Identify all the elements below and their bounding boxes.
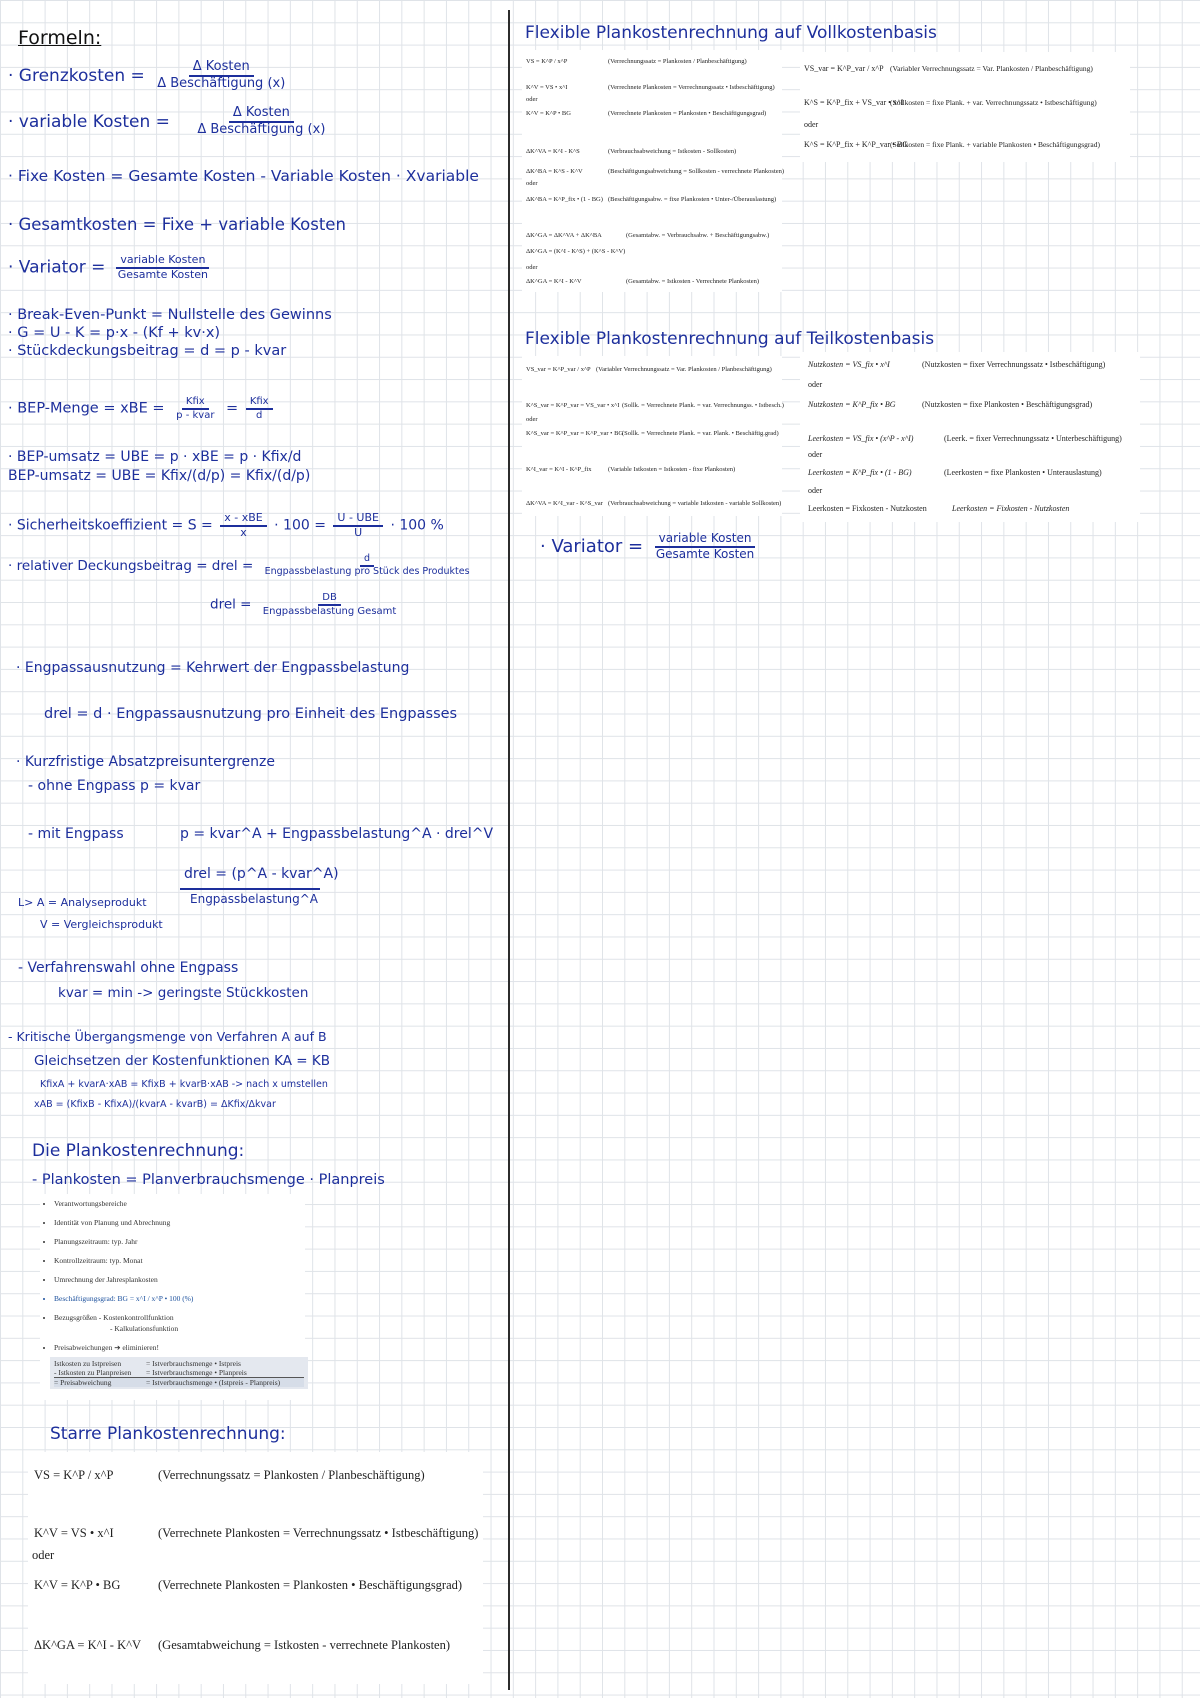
formula-line: K^S = K^P_fix + VS_var • x^I	[804, 98, 904, 107]
gleichsetzen-line: Gleichsetzen der Kostenfunktionen KA = KB	[34, 1053, 331, 1069]
formula-line: oder	[808, 380, 823, 389]
sicherheitskoeffizient-formula: · Sicherheitskoeffizient = S = $\frac{\text{x - xBE}}{x}$ · 100 = $\frac{\text{U - UBE}}{U}$ · 100 %	[8, 511, 444, 539]
drel-denominator: Engpassbelastung^A	[190, 892, 319, 906]
formula-line: oder	[808, 486, 823, 495]
formula-text: (Nutzkosten = fixer Verrechnungssatz • Istbeschäftigung)	[922, 360, 1106, 369]
preisabweichung-table	[50, 1357, 308, 1389]
drel-fraction-bar	[180, 888, 320, 890]
formula-line: K^S_var = K^P_var = K^P_var • BG	[526, 430, 624, 437]
formula-line: ΔK^VA = K^I_var - K^S_var	[526, 500, 603, 507]
plankosten-formula: - Plankosten = Planverbrauchsmenge · Planpreis	[32, 1172, 385, 1188]
vollkosten-formeln-left	[522, 50, 785, 292]
list-item: • Preisabweichungen ➔ eliminieren!	[54, 1338, 305, 1357]
list-item: • Verantwortungsbereiche	[54, 1194, 305, 1213]
formula-text: Leerkosten = Fixkosten - Nutzkosten	[952, 504, 1070, 513]
plankostenrechnung-title: Die Plankostenrechnung:	[32, 1141, 245, 1161]
kostenfunktion-gleichung: KfixA + kvarA·xAB = KfixB + kvarB·xAB -> nach x umstellen	[40, 1079, 328, 1090]
ohne-engpass-line: - ohne Engpass p = kvar	[28, 778, 201, 794]
column-divider	[508, 10, 510, 1690]
formula-line: Nutzkosten = K^P_fix • BG	[808, 400, 896, 409]
formula-line: Leerkosten = Fixkosten - Nutzkosten	[808, 504, 927, 513]
formula-line: oder	[526, 180, 538, 187]
formula-line: ΔK^BA = K^S - K^V	[526, 168, 583, 175]
formula-text: (Beschäftigungsabw. = fixe Plankosten • Unter-/Überauslastung)	[608, 196, 777, 203]
page-title: Formeln:	[18, 27, 102, 49]
list-item: • Kontrollzeitraum: typ. Monat	[54, 1251, 305, 1270]
vs-formula: VS = K^P / x^P	[34, 1468, 114, 1482]
formula-line: ΔK^BA = K^P_fix • (1 - BG)	[526, 196, 603, 203]
formula-text: (Sollk. = Verrechnete Plank. = var. Plank. • Beschäftig.grad)	[622, 430, 779, 437]
formula-text: (Variabler Verrechnungssatz = Var. Plankosten / Planbeschäftigung)	[890, 64, 1093, 73]
formula-text: (Variabler Verrechnungssatz = Var. Plankosten / Planbeschäftigung)	[596, 366, 772, 373]
gesamtabweichung-text: (Gesamtabweichung = Istkosten - verrechnete Plankosten)	[158, 1638, 451, 1652]
table-row: Istkosten zu Istpreisen = Istverbrauchsmenge • Istpreis	[54, 1359, 241, 1368]
list-item: • Beschäftigungsgrad: BG = x^I / x^P • 100 (%)	[54, 1289, 305, 1308]
formula-line: oder	[808, 450, 823, 459]
formula-text: (Gesamtabw. = Verbrauchsabw. + Beschäftigungsabw.)	[626, 232, 770, 239]
analyse-vergleich-legend: L> A = Analyseprodukt V = Vergleichsprodukt	[18, 896, 163, 931]
formula-line: K^S = K^P_fix + K^P_var • BG	[804, 140, 908, 149]
formula-text: (Verbrauchsabweichung = Istkosten - Sollkosten)	[608, 148, 737, 155]
kv-text: (Verrechnete Plankosten = Verrechnungssatz • Istbeschäftigung)	[158, 1526, 479, 1540]
formula-line: Leerkosten = K^P_fix • (1 - BG)	[808, 468, 912, 477]
formula-text: (Verbrauchsabweichung = variable Istkosten - variable Sollkosten)	[608, 500, 782, 507]
vollkostenbasis-title: Flexible Plankostenrechnung auf Vollkostenbasis	[525, 23, 937, 43]
kv-bg-text: (Verrechnete Plankosten = Plankosten • Beschäftigungsgrad)	[158, 1578, 463, 1592]
formula-text: (Nutzkosten = fixe Plankosten • Beschäftigungsgrad)	[922, 400, 1093, 409]
list-item: - Kalkulationsfunktion	[110, 1324, 179, 1333]
formula-line: oder	[526, 264, 538, 271]
oder-label: oder	[32, 1548, 55, 1562]
engpassausnutzung-line: · Engpassausnutzung = Kehrwert der Engpassbelastung	[16, 660, 410, 676]
teilkosten-formeln-left	[522, 356, 782, 516]
list-item: • Umrechnung der Jahresplankosten	[54, 1270, 305, 1289]
formula-line: ΔK^GA = (K^I - K^S) + (K^S - K^V)	[526, 248, 626, 255]
formula-line: ΔK^GA = ΔK^VA + ΔK^BA	[526, 232, 602, 239]
starre-formeln-box	[28, 1452, 483, 1684]
formula-text: (Verrechnungssatz = Plankosten / Planbeschäftigung)	[608, 58, 747, 65]
formula-line: oder	[526, 96, 538, 103]
verfahrenswahl-line: - Verfahrenswahl ohne Engpass	[18, 960, 239, 976]
vollkosten-formeln-right	[800, 52, 1130, 162]
list-item: • Identität von Planung und Abrechnung	[54, 1213, 305, 1232]
formula-text: (Sollkosten = fixe Plank. + variable Plankosten • Beschäftigungsgrad)	[890, 140, 1101, 149]
formula-line: Leerkosten = VS_fix • (x^P - x^I)	[808, 434, 914, 443]
mit-engpass-label: - mit Engpass	[28, 826, 124, 842]
teilkostenbasis-title: Flexible Plankostenrechnung auf Teilkostenbasis	[525, 329, 935, 349]
break-even-block: · Break-Even-Punkt = Nullstelle des Gewinns · G = U - K = p·x - (Kf + kv·x) · Stückdeckungsbeitrag = d = p - kvar	[8, 307, 332, 359]
variable-kosten-formula: · variable Kosten = $\frac{\text{Δ Kosten}}{\text{Δ Beschäftigung (x)}}$	[8, 105, 326, 137]
formula-line: K^S_var = K^P_var = VS_var • x^I	[526, 402, 620, 409]
variator-formula-right: · Variator = $\frac{\text{variable Kosten}}{\text{Gesamte Kosten}}$	[540, 531, 755, 561]
formula-text: (Leerk. = fixer Verrechnungssatz • Unterbeschäftigung)	[944, 434, 1122, 443]
teilkosten-formeln-right	[800, 352, 1140, 522]
drel-engpass-line: drel = d · Engpassausnutzung pro Einheit des Engpasses	[44, 706, 458, 722]
formula-line: K^I_var = K^I - K^P_fix	[526, 466, 592, 473]
absatzpreisuntergrenze-title: · Kurzfristige Absatzpreisuntergrenze	[16, 754, 276, 770]
formula-line: oder	[804, 120, 819, 129]
table-row: - Istkosten zu Planpreisen = Istverbrauchsmenge • Planpreis	[54, 1368, 304, 1378]
vs-text: (Verrechnungssatz = Plankosten / Planbeschäftigung)	[158, 1468, 425, 1482]
formula-line: ΔK^GA = K^I - K^V	[526, 278, 582, 285]
formula-line: ΔK^VA = K^I - K^S	[526, 148, 580, 155]
relativer-deckungsbeitrag-formula: · relativer Deckungsbeitrag = drel = $\frac{d}{\text{Engpassbelastung pro Stück des Produktes}}$	[8, 553, 470, 577]
list-item: • Planungszeitraum: typ. Jahr	[54, 1232, 305, 1251]
drel-numerator: drel = (p^A - kvar^A)	[184, 866, 339, 882]
kv-formula: K^V = VS • x^I	[34, 1526, 114, 1540]
formula-text: (Leerkosten = fixe Plankosten • Unterauslastung)	[944, 468, 1102, 477]
starre-plankostenrechnung-title: Starre Plankostenrechnung:	[50, 1424, 286, 1444]
formula-line: Nutzkosten = VS_fix • x^I	[808, 360, 890, 369]
formula-line: K^V = K^P • BG	[526, 110, 571, 117]
kv-bg-formula: K^V = K^P • BG	[34, 1578, 121, 1592]
plankosten-merkmale-box	[40, 1194, 305, 1400]
mit-engpass-formula: p = kvar^A + Engpassbelastung^A · drel^V	[180, 826, 494, 842]
gesamtkosten-formula: · Gesamtkosten = Fixe + variable Kosten	[8, 215, 346, 234]
grenzkosten-formula: · Grenzkosten = $\frac{\text{Δ Kosten}}{\text{Δ Beschäftigung (x)}}$	[8, 59, 286, 91]
variator-formula: · Variator = $\frac{\text{variable Kosten}}{\text{Gesamte Kosten}}$	[8, 253, 209, 281]
fixe-kosten-formula: · Fixe Kosten = Gesamte Kosten - Variable Kosten · Xvariable	[8, 167, 479, 185]
formula-line: VS = K^P / x^P	[526, 58, 568, 65]
relativer-deckungsbeitrag-gesamt: drel = $\frac{DB}{\text{Engpassbelastung Gesamt}}$	[210, 592, 397, 617]
formula-text: (Beschäftigungsabweichung = Sollkosten - verrechnete Plankosten)	[608, 168, 785, 175]
formula-text: (Verrechnete Plankosten = Plankosten • Beschäftigungsgrad)	[608, 110, 767, 117]
gesamtabweichung-formula: ΔK^GA = K^I - K^V	[34, 1638, 141, 1652]
uebergangsmenge-formel: xAB = (KfixB - KfixA)/(kvarA - kvarB) = ΔKfix/Δkvar	[34, 1099, 276, 1110]
table-row: = Preisabweichung = Istverbrauchsmenge • (Istpreis - Planpreis)	[54, 1378, 304, 1387]
list-item: • Bezugsgrößen - Kostenkontrollfunktion	[54, 1308, 305, 1323]
formula-text: (Sollkosten = fixe Plank. + var. Verrechnungssatz • Istbeschäftigung)	[890, 98, 1097, 107]
bep-umsatz-formula: · BEP-umsatz = UBE = p · xBE = p · Kfix/d BEP-umsatz = UBE = Kfix/(d/p) = Kfix/(d/p)	[8, 449, 311, 484]
kvar-min-line: kvar = min -> geringste Stückkosten	[58, 985, 309, 1001]
formula-text: (Verrechnete Plankosten = Verrechnungssatz • Istbeschäftigung)	[608, 84, 775, 91]
formula-line: oder	[526, 416, 538, 423]
formula-text: (Gesamtabw. = Istkosten - Verrechnete Plankosten)	[626, 278, 760, 285]
formula-text: (Sollk. = Verrechnete Plank. = var. Verrechnungss. • Istbesch.)	[622, 402, 784, 409]
formula-text: (Variable Istkosten = Istkosten - fixe Plankosten)	[608, 466, 736, 473]
kritische-menge-title: - Kritische Übergangsmenge von Verfahren A auf B	[8, 1029, 327, 1044]
formula-line: VS_var = K^P_var / x^P	[526, 366, 591, 373]
bep-menge-formula: · BEP-Menge = xBE = $\frac{\text{Kfix}}{\text{p - kvar}}$ = $\frac{\text{Kfix}}{d}$	[8, 396, 276, 421]
formula-line: VS_var = K^P_var / x^P	[804, 64, 884, 73]
formula-line: K^V = VS • x^I	[526, 84, 568, 91]
